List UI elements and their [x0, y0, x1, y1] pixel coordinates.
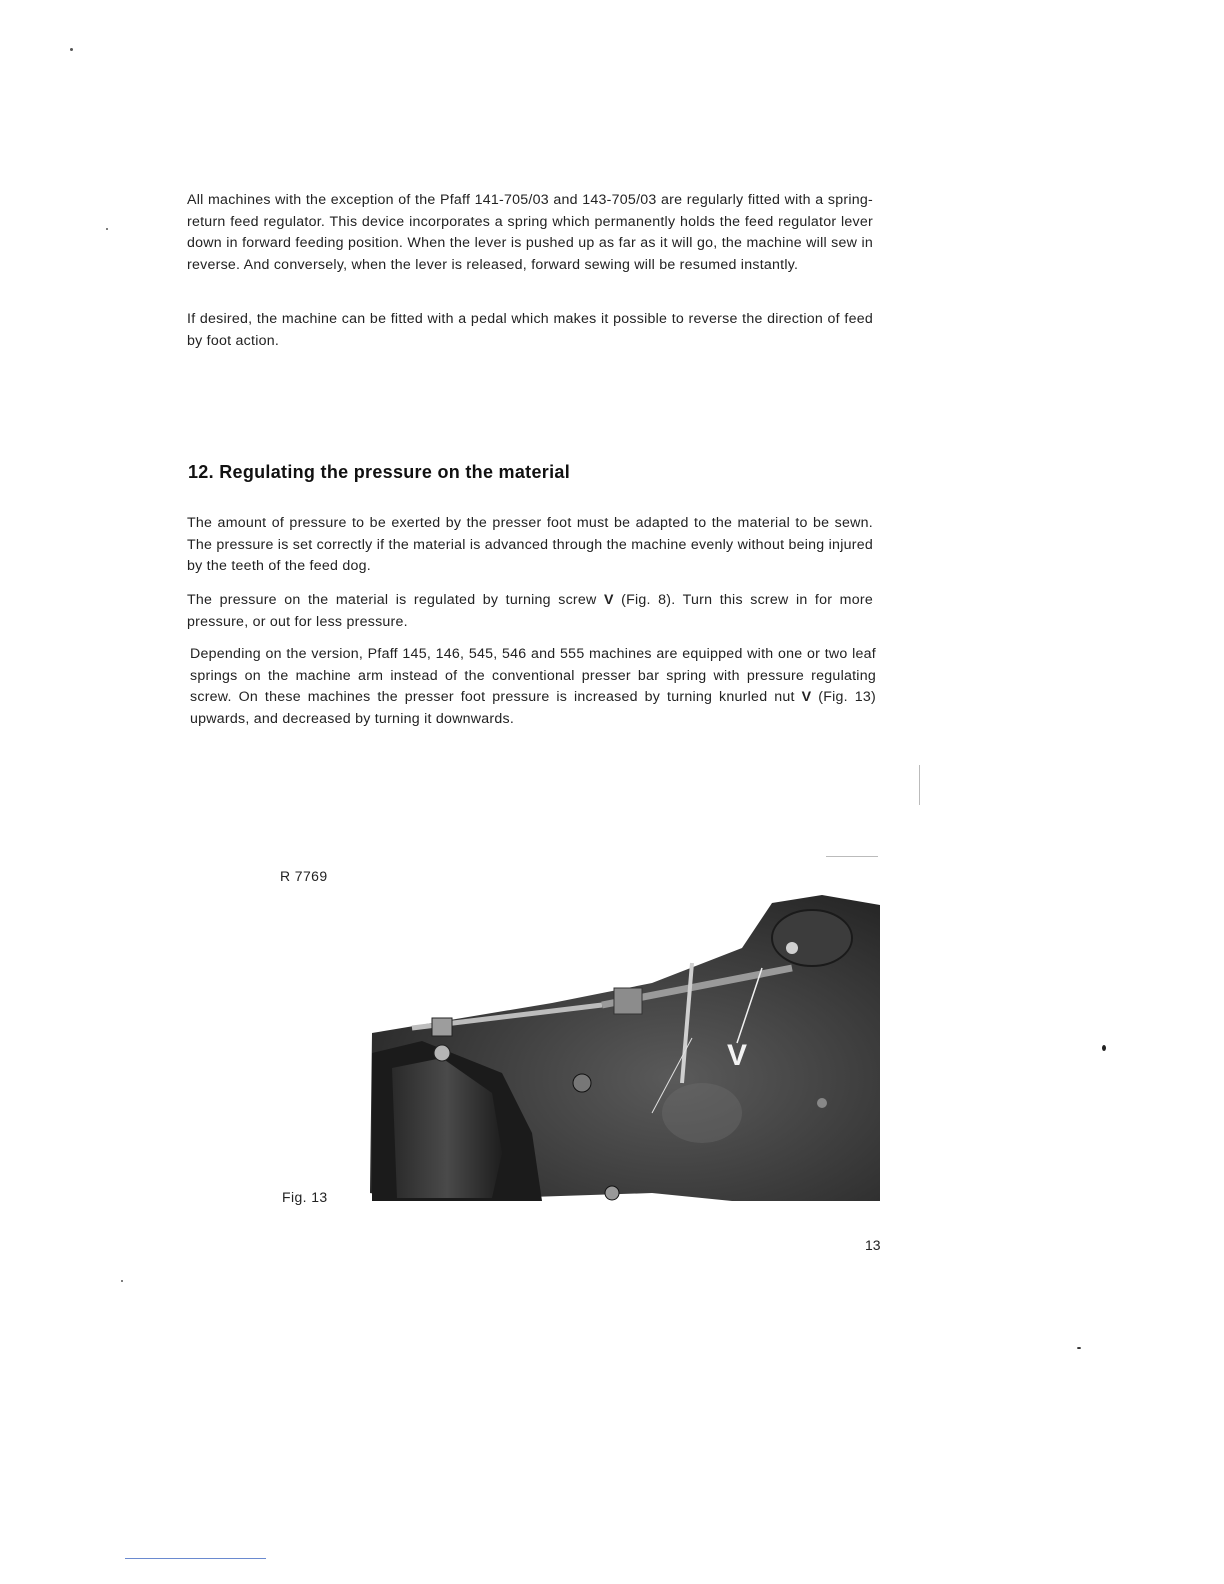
scan-edge-mark	[919, 765, 920, 805]
section-heading: 12. Regulating the pressure on the material	[188, 462, 570, 482]
paragraph-leaf-springs	[190, 644, 876, 730]
scan-speck	[1102, 1045, 1106, 1051]
paragraph-4-text-a: The pressure on the material is regulated by turning screw	[187, 592, 604, 609]
paragraph-pedal: If desired, the machine can be fitted with a pedal which makes it possible to reverse the direction of feed by foot action.	[187, 311, 873, 349]
machine-photo	[352, 893, 882, 1203]
paragraph-5-text-b: (Fig. 13) upwards, and decreased by turning it downwards.	[190, 689, 876, 727]
scan-speck	[1077, 1347, 1081, 1349]
scan-speck	[106, 228, 108, 230]
paragraph-4-screw-letter: V	[603, 592, 614, 609]
figure-callout: V	[727, 1039, 748, 1072]
paragraph-4-text-b: (Fig. 8). Turn this screw in for more pressure, or out for less pressure.	[187, 592, 873, 630]
paragraph-5-nut-letter: V	[801, 689, 812, 706]
paragraph-feed-regulator: All machines with the exception of the Pfaff 141-705/03 and 143-705/03 are regularly fitted with a spring-return feed regulator. This device incorporates a spring which permanently holds the feed regulator lever down in forward feeding position. When the lever is pushed up as far as it will go, the machine will sew in reverse. And conversely, when the lever is released, forward sewing will be resumed instantly.	[187, 192, 873, 273]
figure-label: Fig. 13	[282, 1189, 328, 1205]
paragraph-pressure-screw	[187, 590, 873, 633]
page-number: 13	[865, 1237, 881, 1253]
scan-speck	[70, 48, 73, 51]
figure-code: R 7769	[280, 868, 328, 884]
paragraph-5-text-a: Depending on the version, Pfaff 145, 146, 545, 546 and 555 machines are equipped with one or two leaf springs on the machine arm instead of the conventional presser bar spring with pressure regulating screw. On these machines the presser foot pressure is increased by turning knurled nut	[190, 646, 876, 706]
scan-edge-mark	[826, 856, 878, 857]
scan-speck	[121, 1280, 123, 1282]
paragraph-pressure-amount: The amount of pressure to be exerted by the presser foot must be adapted to the material to be sewn. The pressure is set correctly if the material is advanced through the machine evenly without being injured by the teeth of the feed dog.	[187, 515, 873, 575]
bottom-rule	[125, 1558, 266, 1559]
